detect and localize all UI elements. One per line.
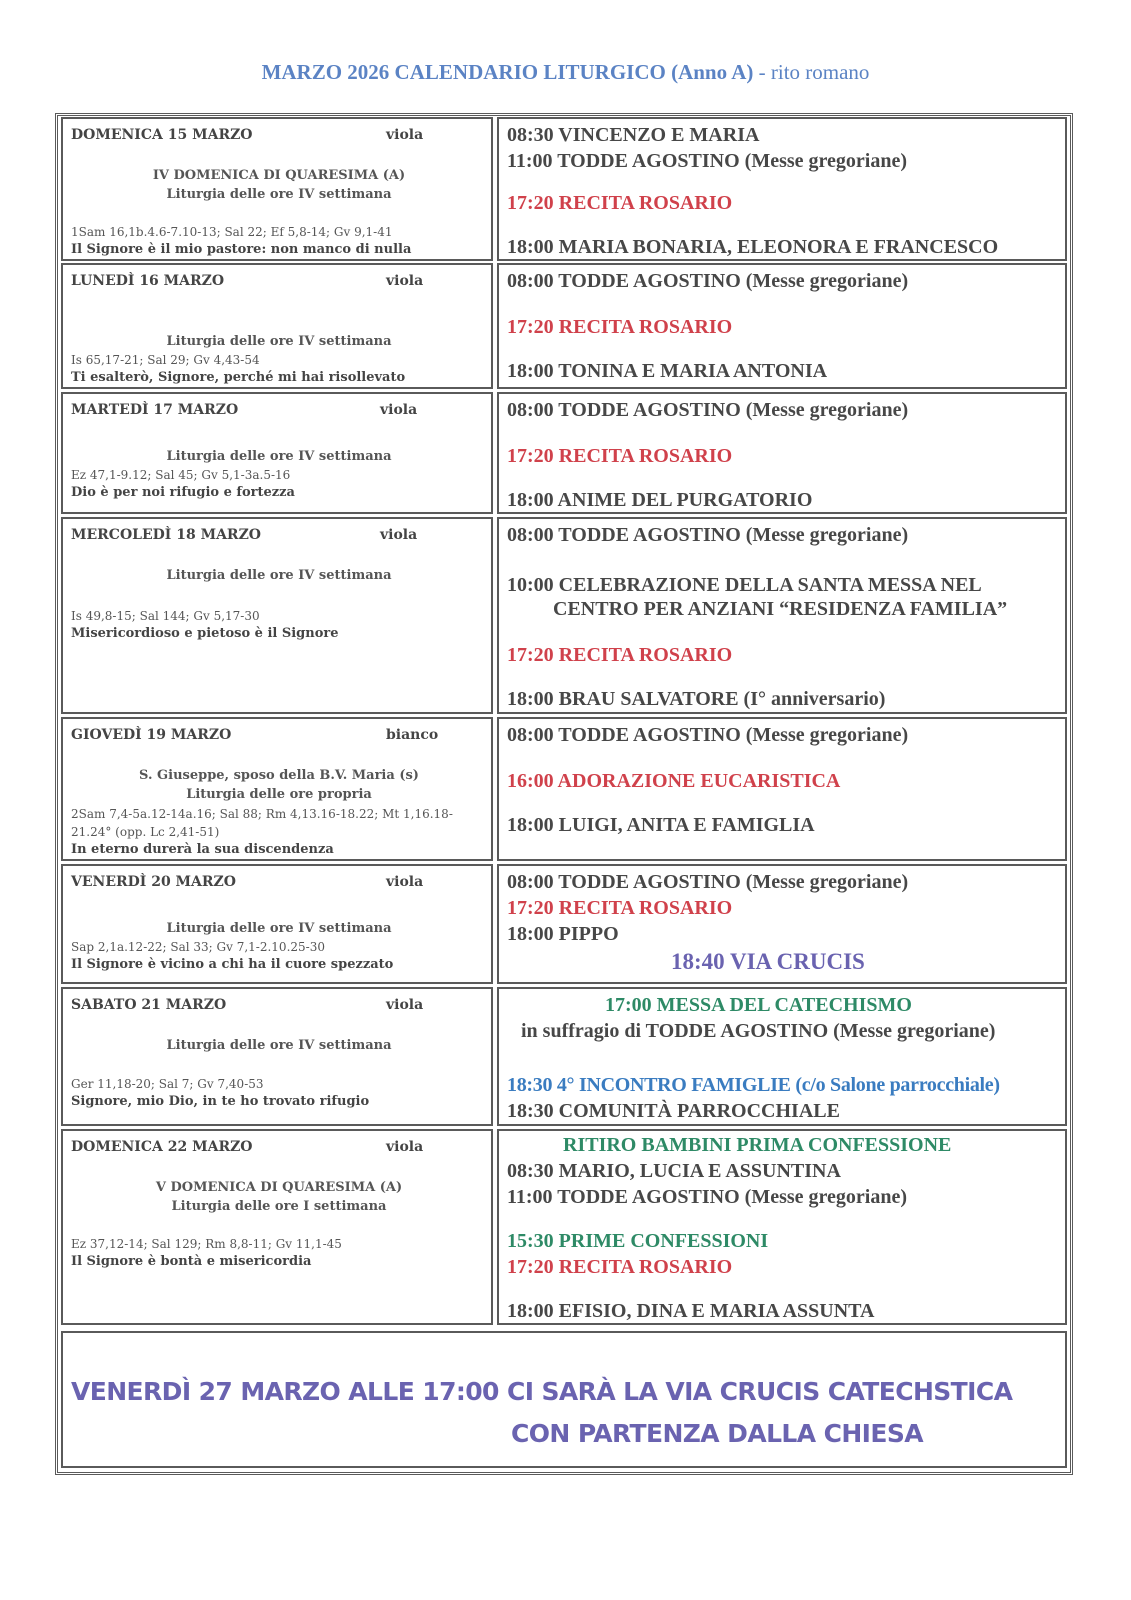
liturgical-color: viola — [380, 527, 418, 543]
liturgical-color: viola — [380, 402, 418, 418]
title-main: MARZO 2026 CALENDARIO LITURGICO (Anno A) — [261, 60, 754, 84]
event: 17:20 RECITA ROSARIO — [507, 1256, 733, 1278]
events-cell — [497, 517, 1067, 714]
psalm-motto: Ti esalterò, Signore, perché mi hai risollevato — [71, 370, 406, 385]
liturgical-color: viola — [386, 874, 424, 890]
readings: 1Sam 16,1b.4.6-7.10-13; Sal 22; Ef 5,8-14; Gv 9,1-41 — [71, 225, 393, 239]
day-info-cell — [61, 717, 493, 861]
events-cell — [497, 987, 1067, 1126]
day-heading: MARTEDÌ 17 MARZO — [71, 402, 239, 418]
events-cell — [497, 717, 1067, 861]
event: 08:00 TODDE AGOSTINO (Messe gregoriane) — [507, 270, 909, 292]
liturgical-color: viola — [386, 273, 424, 289]
readings: Ger 11,18-20; Sal 7; Gv 7,40-53 — [71, 1077, 264, 1091]
liturgical-color: viola — [386, 997, 424, 1013]
event: 18:00 ANIME DEL PURGATORIO — [507, 489, 813, 511]
event: 18:00 BRAU SALVATORE (I° anniversario) — [507, 688, 886, 710]
event: 10:00 CELEBRAZIONE DELLA SANTA MESSA NEL — [507, 574, 982, 596]
event: 08:30 VINCENZO E MARIA — [507, 124, 760, 146]
event: 16:00 ADORAZIONE EUCARISTICA — [507, 770, 841, 792]
day-heading: GIOVEDÌ 19 MARZO — [71, 727, 232, 743]
day-heading: DOMENICA 15 MARZO — [71, 127, 253, 143]
liturgical-color: viola — [386, 127, 424, 143]
psalm-motto: In eterno durerà la sua discendenza — [71, 842, 334, 857]
event: 17:20 RECITA ROSARIO — [507, 897, 733, 919]
event-continued: CENTRO PER ANZIANI “RESIDENZA FAMILIA” — [553, 598, 1008, 620]
day-info-cell — [61, 987, 493, 1126]
announcement-line-2: CON PARTENZA DALLA CHIESA — [511, 1419, 923, 1448]
readings: Is 65,17-21; Sal 29; Gv 4,43-54 — [71, 353, 260, 367]
liturgy-week: Liturgia delle ore IV settimana — [166, 187, 392, 202]
announcement-box — [61, 1331, 1067, 1468]
event: 18:00 TONINA E MARIA ANTONIA — [507, 360, 828, 382]
psalm-motto: Misericordioso e pietoso è il Signore — [71, 626, 339, 641]
events-cell — [497, 864, 1067, 984]
page-title — [0, 60, 1131, 85]
liturgy-week: Liturgia delle ore IV settimana — [166, 449, 392, 464]
event: 15:30 PRIME CONFESSIONI — [507, 1230, 769, 1252]
event: 17:20 RECITA ROSARIO — [507, 192, 733, 214]
event: 18:00 EFISIO, DINA E MARIA ASSUNTA — [507, 1300, 875, 1322]
readings: Is 49,8-15; Sal 144; Gv 5,17-30 — [71, 609, 260, 623]
event: 18:30 4° INCONTRO FAMIGLIE (c/o Salone parrocchiale) — [507, 1074, 1000, 1096]
event: 18:00 PIPPO — [507, 923, 619, 945]
liturgical-color: viola — [386, 1139, 424, 1155]
event: 17:20 RECITA ROSARIO — [507, 316, 733, 338]
event: 11:00 TODDE AGOSTINO (Messe gregoriane) — [507, 150, 907, 172]
psalm-motto: Il Signore è bontà e misericordia — [71, 1254, 312, 1269]
day-info-cell — [61, 864, 493, 984]
readings: 2Sam 7,4-5a.12-14a.16; Sal 88; Rm 4,13.16-18.22; Mt 1,16.18- — [71, 807, 453, 821]
day-heading: MERCOLEDÌ 18 MARZO — [71, 527, 261, 543]
day-info-cell — [61, 117, 493, 261]
liturgy-week: Liturgia delle ore I settimana — [171, 1199, 387, 1214]
celebration: IV DOMENICA DI QUARESIMA (A) — [152, 168, 406, 183]
event: 18:00 MARIA BONARIA, ELEONORA E FRANCESCO — [507, 236, 999, 258]
event-highlight: 17:00 MESSA DEL CATECHISMO — [605, 994, 912, 1016]
event: 17:20 RECITA ROSARIO — [507, 445, 733, 467]
liturgical-color: bianco — [386, 727, 439, 743]
event: 18:00 LUIGI, ANITA E FAMIGLIA — [507, 814, 815, 836]
event: 08:00 TODDE AGOSTINO (Messe gregoriane) — [507, 871, 909, 893]
events-cell — [497, 392, 1067, 514]
readings: Ez 37,12-14; Sal 129; Rm 8,8-11; Gv 11,1-45 — [71, 1237, 342, 1251]
events-cell — [497, 1129, 1067, 1325]
day-heading: SABATO 21 MARZO — [71, 997, 227, 1013]
liturgy-week: Liturgia delle ore IV settimana — [166, 568, 392, 583]
announcement-line-1: VENERDÌ 27 MARZO ALLE 17:00 CI SARÀ LA VIA CRUCIS CATECHSTICA — [71, 1377, 1013, 1406]
title-suffix: - rito romano — [758, 60, 870, 84]
psalm-motto: Dio è per noi rifugio e fortezza — [71, 485, 295, 500]
day-heading: LUNEDÌ 16 MARZO — [71, 273, 225, 289]
readings: Ez 47,1-9.12; Sal 45; Gv 5,1-3a.5-16 — [71, 468, 291, 482]
calendar-frame — [55, 113, 1073, 1475]
event: 08:00 TODDE AGOSTINO (Messe gregoriane) — [507, 724, 909, 746]
liturgy-week: Liturgia delle ore IV settimana — [166, 334, 392, 349]
psalm-motto: Il Signore è il mio pastore: non manco di nulla — [71, 242, 412, 257]
liturgy-week: Liturgia delle ore propria — [186, 787, 372, 802]
event: 08:30 MARIO, LUCIA E ASSUNTINA — [507, 1160, 841, 1182]
psalm-motto: Il Signore è vicino a chi ha il cuore spezzato — [71, 957, 394, 972]
events-cell — [497, 117, 1067, 261]
liturgy-week: Liturgia delle ore IV settimana — [166, 921, 392, 936]
day-info-cell — [61, 517, 493, 714]
readings-continued: 21.24° (opp. Lc 2,41-51) — [71, 825, 220, 839]
event: in suffragio di TODDE AGOSTINO (Messe gregoriane) — [521, 1020, 996, 1042]
liturgy-week: Liturgia delle ore IV settimana — [166, 1038, 392, 1053]
readings: Sap 2,1a.12-22; Sal 33; Gv 7,1-2.10.25-30 — [71, 940, 325, 954]
event-highlight: 18:40 VIA CRUCIS — [671, 949, 865, 974]
event: 08:00 TODDE AGOSTINO (Messe gregoriane) — [507, 524, 909, 546]
event: 17:20 RECITA ROSARIO — [507, 644, 733, 666]
event: 08:00 TODDE AGOSTINO (Messe gregoriane) — [507, 399, 909, 421]
event-highlight: RITIRO BAMBINI PRIMA CONFESSIONE — [563, 1134, 952, 1156]
day-info-cell — [61, 1129, 493, 1325]
event: 11:00 TODDE AGOSTINO (Messe gregoriane) — [507, 1186, 907, 1208]
psalm-motto: Signore, mio Dio, in te ho trovato rifugio — [71, 1094, 370, 1109]
celebration: S. Giuseppe, sposo della B.V. Maria (s) — [139, 768, 419, 783]
day-heading: DOMENICA 22 MARZO — [71, 1139, 253, 1155]
day-info-cell — [61, 392, 493, 514]
celebration: V DOMENICA DI QUARESIMA (A) — [155, 1180, 403, 1195]
events-cell — [497, 263, 1067, 389]
day-info-cell — [61, 263, 493, 389]
event: 18:30 COMUNITÀ PARROCCHIALE — [507, 1100, 840, 1122]
day-heading: VENERDÌ 20 MARZO — [71, 874, 236, 890]
